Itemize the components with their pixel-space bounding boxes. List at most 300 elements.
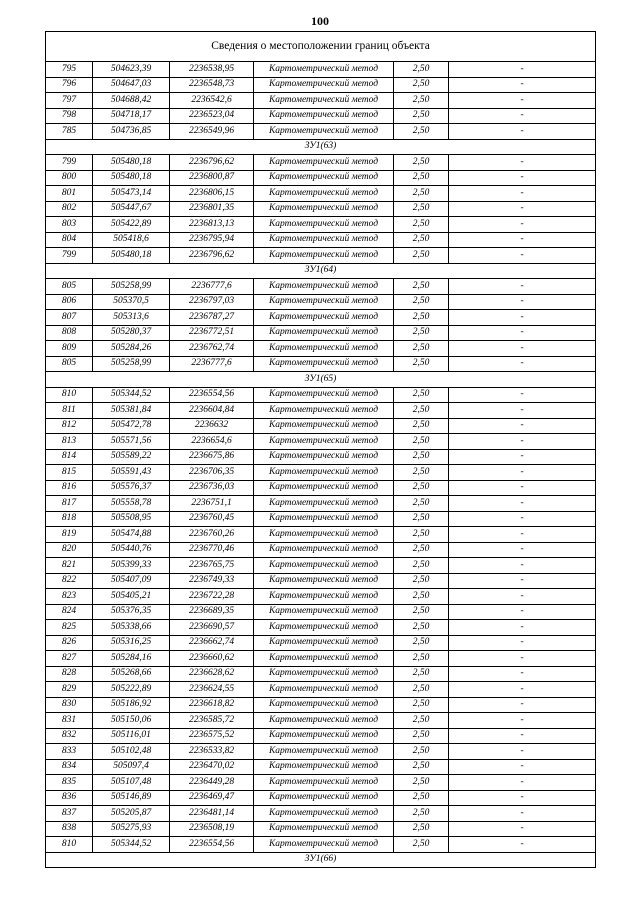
accuracy-cell: 2,50 — [394, 806, 449, 822]
method-cell: Картометрический метод — [254, 186, 394, 202]
method-cell: Картометрический метод — [254, 449, 394, 465]
accuracy-cell: 2,50 — [394, 589, 449, 605]
y-coordinate-cell: 2236538,95 — [170, 62, 254, 78]
x-coordinate-cell: 505313,6 — [93, 310, 170, 326]
description-cell: - — [449, 77, 596, 93]
method-cell: Картометрический метод — [254, 496, 394, 512]
table-row — [46, 496, 596, 512]
method-cell: Картометрический метод — [254, 217, 394, 233]
method-cell: Картометрический метод — [254, 759, 394, 775]
x-coordinate-cell: 505589,22 — [93, 449, 170, 465]
method-cell: Картометрический метод — [254, 155, 394, 171]
point-number-cell: 824 — [46, 604, 93, 620]
accuracy-cell: 2,50 — [394, 604, 449, 620]
method-cell: Картометрический метод — [254, 790, 394, 806]
x-coordinate-cell: 505480,18 — [93, 155, 170, 171]
table-row — [46, 635, 596, 651]
table-row — [46, 511, 596, 527]
x-coordinate-cell: 505102,48 — [93, 744, 170, 760]
description-cell: - — [449, 759, 596, 775]
description-cell: - — [449, 449, 596, 465]
table-row — [46, 806, 596, 822]
description-cell: - — [449, 403, 596, 419]
description-cell: - — [449, 294, 596, 310]
description-cell: - — [449, 186, 596, 202]
method-cell: Картометрический метод — [254, 620, 394, 636]
method-cell: Картометрический метод — [254, 356, 394, 372]
y-coordinate-cell: 2236813,13 — [170, 217, 254, 233]
point-number-cell: 801 — [46, 186, 93, 202]
y-coordinate-cell: 2236772,51 — [170, 325, 254, 341]
section-row — [46, 852, 596, 868]
description-cell: - — [449, 465, 596, 481]
table-row — [46, 186, 596, 202]
y-coordinate-cell: 2236675,86 — [170, 449, 254, 465]
x-coordinate-cell: 505146,89 — [93, 790, 170, 806]
point-number-cell: 837 — [46, 806, 93, 822]
y-coordinate-cell: 2236706,35 — [170, 465, 254, 481]
method-cell: Картометрический метод — [254, 418, 394, 434]
description-cell: - — [449, 325, 596, 341]
table-row — [46, 62, 596, 78]
x-coordinate-cell: 505422,89 — [93, 217, 170, 233]
method-cell: Картометрический метод — [254, 77, 394, 93]
y-coordinate-cell: 2236481,14 — [170, 806, 254, 822]
point-number-cell: 835 — [46, 775, 93, 791]
description-cell: - — [449, 93, 596, 109]
point-number-cell: 805 — [46, 356, 93, 372]
table-row — [46, 728, 596, 744]
method-cell: Картометрический метод — [254, 387, 394, 403]
method-cell: Картометрический метод — [254, 108, 394, 124]
table-row — [46, 620, 596, 636]
point-number-cell: 815 — [46, 465, 93, 481]
method-cell: Картометрический метод — [254, 558, 394, 574]
x-coordinate-cell: 505405,21 — [93, 589, 170, 605]
x-coordinate-cell: 505222,89 — [93, 682, 170, 698]
y-coordinate-cell: 2236797,03 — [170, 294, 254, 310]
description-cell: - — [449, 635, 596, 651]
method-cell: Картометрический метод — [254, 744, 394, 760]
point-number-cell: 816 — [46, 480, 93, 496]
point-number-cell: 808 — [46, 325, 93, 341]
point-number-cell: 817 — [46, 496, 93, 512]
point-number-cell: 803 — [46, 217, 93, 233]
accuracy-cell: 2,50 — [394, 620, 449, 636]
table-row — [46, 232, 596, 248]
x-coordinate-cell: 504647,03 — [93, 77, 170, 93]
method-cell: Картометрический метод — [254, 325, 394, 341]
description-cell: - — [449, 697, 596, 713]
boundary-coordinates-table — [45, 31, 596, 868]
accuracy-cell: 2,50 — [394, 124, 449, 140]
table-row — [46, 248, 596, 264]
point-number-cell: 827 — [46, 651, 93, 667]
description-cell: - — [449, 248, 596, 264]
x-coordinate-cell: 505097,4 — [93, 759, 170, 775]
accuracy-cell: 2,50 — [394, 744, 449, 760]
y-coordinate-cell: 2236585,72 — [170, 713, 254, 729]
description-cell: - — [449, 356, 596, 372]
point-number-cell: 809 — [46, 341, 93, 357]
point-number-cell: 805 — [46, 279, 93, 295]
description-cell: - — [449, 124, 596, 140]
point-number-cell: 810 — [46, 837, 93, 853]
y-coordinate-cell: 2236618,82 — [170, 697, 254, 713]
x-coordinate-cell: 505107,48 — [93, 775, 170, 791]
point-number-cell: 818 — [46, 511, 93, 527]
description-cell: - — [449, 310, 596, 326]
y-coordinate-cell: 2236795,94 — [170, 232, 254, 248]
y-coordinate-cell: 2236765,75 — [170, 558, 254, 574]
y-coordinate-cell: 2236777,6 — [170, 279, 254, 295]
section-label: ЗУ1(66) — [46, 852, 596, 868]
accuracy-cell: 2,50 — [394, 496, 449, 512]
point-number-cell: 823 — [46, 589, 93, 605]
method-cell: Картометрический метод — [254, 527, 394, 543]
y-coordinate-cell: 2236548,73 — [170, 77, 254, 93]
y-coordinate-cell: 2236751,1 — [170, 496, 254, 512]
description-cell: - — [449, 155, 596, 171]
x-coordinate-cell: 505399,33 — [93, 558, 170, 574]
point-number-cell: 814 — [46, 449, 93, 465]
table-row — [46, 558, 596, 574]
point-number-cell: 834 — [46, 759, 93, 775]
method-cell: Картометрический метод — [254, 465, 394, 481]
accuracy-cell: 2,50 — [394, 697, 449, 713]
table-row — [46, 651, 596, 667]
table-row — [46, 744, 596, 760]
table-row — [46, 759, 596, 775]
accuracy-cell: 2,50 — [394, 542, 449, 558]
method-cell: Картометрический метод — [254, 434, 394, 450]
x-coordinate-cell: 505275,93 — [93, 821, 170, 837]
table-row — [46, 697, 596, 713]
accuracy-cell: 2,50 — [394, 387, 449, 403]
y-coordinate-cell: 2236628,62 — [170, 666, 254, 682]
description-cell: - — [449, 387, 596, 403]
accuracy-cell: 2,50 — [394, 759, 449, 775]
y-coordinate-cell: 2236749,33 — [170, 573, 254, 589]
section-label: ЗУ1(65) — [46, 372, 596, 388]
accuracy-cell: 2,50 — [394, 434, 449, 450]
description-cell: - — [449, 573, 596, 589]
table-row — [46, 124, 596, 140]
accuracy-cell: 2,50 — [394, 480, 449, 496]
accuracy-cell: 2,50 — [394, 465, 449, 481]
table-title-row — [46, 32, 596, 62]
table-row — [46, 217, 596, 233]
accuracy-cell: 2,50 — [394, 511, 449, 527]
y-coordinate-cell: 2236760,45 — [170, 511, 254, 527]
method-cell: Картометрический метод — [254, 589, 394, 605]
x-coordinate-cell: 505338,66 — [93, 620, 170, 636]
y-coordinate-cell: 2236796,62 — [170, 248, 254, 264]
table-row — [46, 790, 596, 806]
method-cell: Картометрический метод — [254, 682, 394, 698]
point-number-cell: 829 — [46, 682, 93, 698]
method-cell: Картометрический метод — [254, 837, 394, 853]
point-number-cell: 795 — [46, 62, 93, 78]
table-row — [46, 341, 596, 357]
description-cell: - — [449, 604, 596, 620]
description-cell: - — [449, 217, 596, 233]
point-number-cell: 812 — [46, 418, 93, 434]
y-coordinate-cell: 2236762,74 — [170, 341, 254, 357]
x-coordinate-cell: 505472,78 — [93, 418, 170, 434]
table-row — [46, 713, 596, 729]
x-coordinate-cell: 504736,85 — [93, 124, 170, 140]
y-coordinate-cell: 2236722,28 — [170, 589, 254, 605]
accuracy-cell: 2,50 — [394, 325, 449, 341]
x-coordinate-cell: 505440,76 — [93, 542, 170, 558]
section-label: ЗУ1(63) — [46, 139, 596, 155]
y-coordinate-cell: 2236796,62 — [170, 155, 254, 171]
x-coordinate-cell: 504688,42 — [93, 93, 170, 109]
point-number-cell: 813 — [46, 434, 93, 450]
y-coordinate-cell: 2236689,35 — [170, 604, 254, 620]
x-coordinate-cell: 505344,52 — [93, 387, 170, 403]
table-row — [46, 821, 596, 837]
accuracy-cell: 2,50 — [394, 108, 449, 124]
y-coordinate-cell: 2236542,6 — [170, 93, 254, 109]
x-coordinate-cell: 505316,25 — [93, 635, 170, 651]
description-cell: - — [449, 837, 596, 853]
x-coordinate-cell: 505474,88 — [93, 527, 170, 543]
accuracy-cell: 2,50 — [394, 651, 449, 667]
point-number-cell: 836 — [46, 790, 93, 806]
description-cell: - — [449, 108, 596, 124]
accuracy-cell: 2,50 — [394, 186, 449, 202]
method-cell: Картометрический метод — [254, 604, 394, 620]
y-coordinate-cell: 2236554,56 — [170, 387, 254, 403]
y-coordinate-cell: 2236806,15 — [170, 186, 254, 202]
y-coordinate-cell: 2236760,26 — [170, 527, 254, 543]
method-cell: Картометрический метод — [254, 480, 394, 496]
table-row — [46, 589, 596, 605]
method-cell: Картометрический метод — [254, 635, 394, 651]
point-number-cell: 800 — [46, 170, 93, 186]
accuracy-cell: 2,50 — [394, 527, 449, 543]
y-coordinate-cell: 2236660,62 — [170, 651, 254, 667]
section-label: ЗУ1(64) — [46, 263, 596, 279]
point-number-cell: 785 — [46, 124, 93, 140]
description-cell: - — [449, 558, 596, 574]
y-coordinate-cell: 2236632 — [170, 418, 254, 434]
y-coordinate-cell: 2236777,6 — [170, 356, 254, 372]
y-coordinate-cell: 2236533,82 — [170, 744, 254, 760]
y-coordinate-cell: 2236549,96 — [170, 124, 254, 140]
point-number-cell: 825 — [46, 620, 93, 636]
table-row — [46, 77, 596, 93]
x-coordinate-cell: 505558,78 — [93, 496, 170, 512]
y-coordinate-cell: 2236654,6 — [170, 434, 254, 450]
table-row — [46, 155, 596, 171]
accuracy-cell: 2,50 — [394, 821, 449, 837]
table-row — [46, 465, 596, 481]
point-number-cell: 807 — [46, 310, 93, 326]
table-row — [46, 325, 596, 341]
x-coordinate-cell: 505186,92 — [93, 697, 170, 713]
method-cell: Картометрический метод — [254, 341, 394, 357]
table-row — [46, 542, 596, 558]
accuracy-cell: 2,50 — [394, 775, 449, 791]
x-coordinate-cell: 505418,6 — [93, 232, 170, 248]
accuracy-cell: 2,50 — [394, 418, 449, 434]
point-number-cell: 826 — [46, 635, 93, 651]
point-number-cell: 797 — [46, 93, 93, 109]
accuracy-cell: 2,50 — [394, 635, 449, 651]
section-row — [46, 139, 596, 155]
method-cell: Картометрический метод — [254, 713, 394, 729]
y-coordinate-cell: 2236508,19 — [170, 821, 254, 837]
table-row — [46, 310, 596, 326]
y-coordinate-cell: 2236800,87 — [170, 170, 254, 186]
table-row — [46, 403, 596, 419]
point-number-cell: 806 — [46, 294, 93, 310]
y-coordinate-cell: 2236469,47 — [170, 790, 254, 806]
y-coordinate-cell: 2236787,27 — [170, 310, 254, 326]
y-coordinate-cell: 2236575,52 — [170, 728, 254, 744]
accuracy-cell: 2,50 — [394, 62, 449, 78]
method-cell: Картометрический метод — [254, 310, 394, 326]
description-cell: - — [449, 201, 596, 217]
description-cell: - — [449, 434, 596, 450]
x-coordinate-cell: 505268,66 — [93, 666, 170, 682]
point-number-cell: 820 — [46, 542, 93, 558]
table-row — [46, 108, 596, 124]
point-number-cell: 828 — [46, 666, 93, 682]
point-number-cell: 802 — [46, 201, 93, 217]
description-cell: - — [449, 279, 596, 295]
x-coordinate-cell: 505284,26 — [93, 341, 170, 357]
point-number-cell: 799 — [46, 155, 93, 171]
method-cell: Картометрический метод — [254, 62, 394, 78]
accuracy-cell: 2,50 — [394, 713, 449, 729]
table-row — [46, 356, 596, 372]
table-row — [46, 837, 596, 853]
description-cell: - — [449, 496, 596, 512]
x-coordinate-cell: 505344,52 — [93, 837, 170, 853]
description-cell: - — [449, 62, 596, 78]
x-coordinate-cell: 505447,67 — [93, 201, 170, 217]
x-coordinate-cell: 505591,43 — [93, 465, 170, 481]
accuracy-cell: 2,50 — [394, 279, 449, 295]
description-cell: - — [449, 170, 596, 186]
method-cell: Картометрический метод — [254, 170, 394, 186]
table-row — [46, 279, 596, 295]
x-coordinate-cell: 505508,95 — [93, 511, 170, 527]
point-number-cell: 810 — [46, 387, 93, 403]
accuracy-cell: 2,50 — [394, 294, 449, 310]
x-coordinate-cell: 505480,18 — [93, 170, 170, 186]
method-cell: Картометрический метод — [254, 93, 394, 109]
x-coordinate-cell: 505370,5 — [93, 294, 170, 310]
method-cell: Картометрический метод — [254, 806, 394, 822]
table-row — [46, 294, 596, 310]
x-coordinate-cell: 505284,16 — [93, 651, 170, 667]
method-cell: Картометрический метод — [254, 542, 394, 558]
point-number-cell: 804 — [46, 232, 93, 248]
description-cell: - — [449, 666, 596, 682]
y-coordinate-cell: 2236770,46 — [170, 542, 254, 558]
description-cell: - — [449, 682, 596, 698]
method-cell: Картометрический метод — [254, 573, 394, 589]
table-title: Сведения о местоположении границ объекта — [46, 32, 596, 62]
table-row — [46, 93, 596, 109]
x-coordinate-cell: 505150,06 — [93, 713, 170, 729]
x-coordinate-cell: 505258,99 — [93, 356, 170, 372]
x-coordinate-cell: 505116,01 — [93, 728, 170, 744]
y-coordinate-cell: 2236523,04 — [170, 108, 254, 124]
description-cell: - — [449, 620, 596, 636]
accuracy-cell: 2,50 — [394, 217, 449, 233]
method-cell: Картометрический метод — [254, 697, 394, 713]
table-row — [46, 170, 596, 186]
y-coordinate-cell: 2236736,03 — [170, 480, 254, 496]
method-cell: Картометрический метод — [254, 232, 394, 248]
description-cell: - — [449, 589, 596, 605]
table-row — [46, 775, 596, 791]
x-coordinate-cell: 505376,35 — [93, 604, 170, 620]
table-row — [46, 201, 596, 217]
x-coordinate-cell: 505571,56 — [93, 434, 170, 450]
point-number-cell: 799 — [46, 248, 93, 264]
x-coordinate-cell: 505280,37 — [93, 325, 170, 341]
table-row — [46, 604, 596, 620]
method-cell: Картометрический метод — [254, 248, 394, 264]
y-coordinate-cell: 2236554,56 — [170, 837, 254, 853]
accuracy-cell: 2,50 — [394, 558, 449, 574]
section-row — [46, 263, 596, 279]
table-row — [46, 387, 596, 403]
description-cell: - — [449, 728, 596, 744]
point-number-cell: 819 — [46, 527, 93, 543]
method-cell: Картометрический метод — [254, 651, 394, 667]
description-cell: - — [449, 744, 596, 760]
accuracy-cell: 2,50 — [394, 248, 449, 264]
method-cell: Картометрический метод — [254, 124, 394, 140]
accuracy-cell: 2,50 — [394, 573, 449, 589]
accuracy-cell: 2,50 — [394, 837, 449, 853]
accuracy-cell: 2,50 — [394, 310, 449, 326]
accuracy-cell: 2,50 — [394, 170, 449, 186]
accuracy-cell: 2,50 — [394, 232, 449, 248]
accuracy-cell: 2,50 — [394, 341, 449, 357]
y-coordinate-cell: 2236662,74 — [170, 635, 254, 651]
accuracy-cell: 2,50 — [394, 201, 449, 217]
accuracy-cell: 2,50 — [394, 790, 449, 806]
y-coordinate-cell: 2236801,35 — [170, 201, 254, 217]
point-number-cell: 796 — [46, 77, 93, 93]
point-number-cell: 822 — [46, 573, 93, 589]
method-cell: Картометрический метод — [254, 511, 394, 527]
x-coordinate-cell: 505576,37 — [93, 480, 170, 496]
table-row — [46, 682, 596, 698]
table-row — [46, 666, 596, 682]
description-cell: - — [449, 821, 596, 837]
table-row — [46, 418, 596, 434]
description-cell: - — [449, 232, 596, 248]
accuracy-cell: 2,50 — [394, 728, 449, 744]
point-number-cell: 832 — [46, 728, 93, 744]
description-cell: - — [449, 341, 596, 357]
description-cell: - — [449, 775, 596, 791]
description-cell: - — [449, 527, 596, 543]
method-cell: Картометрический метод — [254, 775, 394, 791]
accuracy-cell: 2,50 — [394, 666, 449, 682]
y-coordinate-cell: 2236470,02 — [170, 759, 254, 775]
